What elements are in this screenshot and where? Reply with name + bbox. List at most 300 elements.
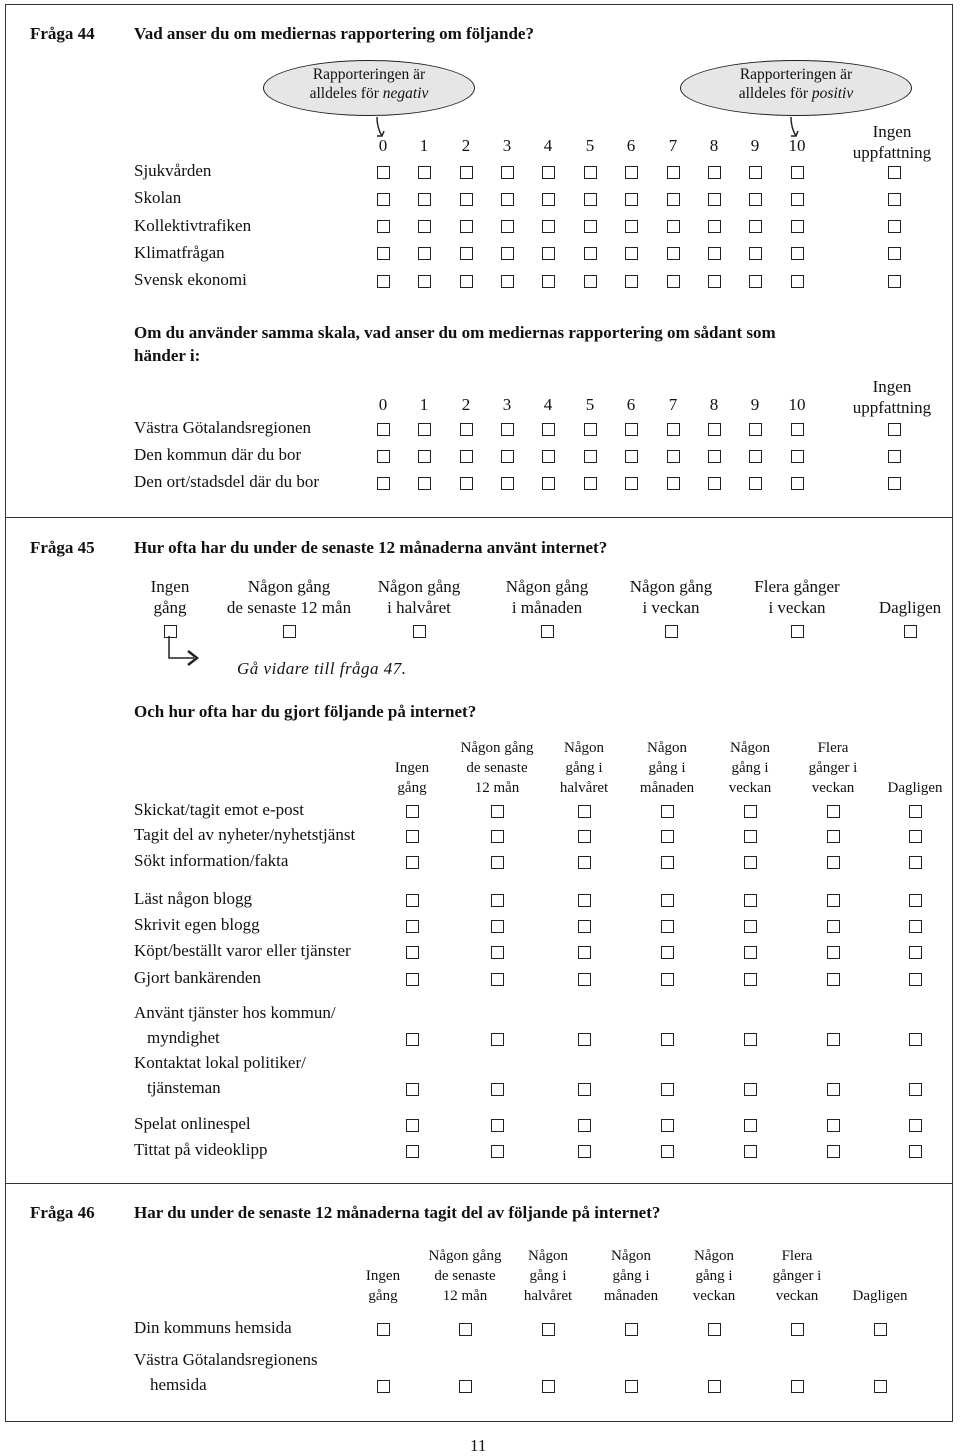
q44-row-label: Skolan [134, 188, 182, 208]
header-line: gång i [612, 1268, 650, 1284]
header-line: halvåret [559, 780, 609, 796]
q46-row-label: Västra Götalandsregionens [134, 1350, 318, 1369]
q44-row-checkbox-2[interactable] [460, 166, 473, 179]
header-line: gång i [695, 1268, 733, 1284]
q44-row-checkbox-9[interactable] [749, 247, 762, 260]
q44-row-checkbox-8[interactable] [708, 275, 721, 288]
q44-subrow-checkbox-7[interactable] [667, 477, 680, 490]
activity-checkbox[interactable] [578, 1033, 591, 1046]
q44-subrow-checkbox-10[interactable] [791, 450, 804, 463]
q44-subrow-checkbox-1[interactable] [418, 477, 431, 490]
activity-checkbox[interactable] [406, 1033, 419, 1046]
header-line: de senaste 12 mån [226, 598, 352, 617]
activity-checkbox[interactable] [578, 1145, 591, 1158]
header-line: Flera gånger [754, 577, 840, 596]
activity-checkbox[interactable] [661, 946, 674, 959]
q44-row-checkbox-1[interactable] [418, 275, 431, 288]
q44-subrow-checkbox-1[interactable] [418, 423, 431, 436]
activity-checkbox[interactable] [909, 1145, 922, 1158]
activity-checkbox[interactable] [909, 830, 922, 843]
scale-value-9: 9 [750, 395, 760, 414]
q46-checkbox[interactable] [625, 1380, 638, 1393]
q44-row-checkbox-2[interactable] [460, 193, 473, 206]
activity-checkbox[interactable] [661, 856, 674, 869]
q45-option-checkbox[interactable] [413, 625, 426, 638]
activity-label: Tittat på videoklipp [134, 1140, 268, 1159]
header-line: Någon [694, 1248, 734, 1264]
header-line: gång [368, 1288, 398, 1304]
activity-checkbox[interactable] [406, 973, 419, 986]
q46-checkbox[interactable] [708, 1323, 721, 1336]
activity-checkbox[interactable] [744, 1145, 757, 1158]
header-line: Någon [730, 740, 770, 756]
q44-subrow-checkbox-8[interactable] [708, 477, 721, 490]
q44-subrow-checkbox-9[interactable] [749, 423, 762, 436]
header-line: i månaden [511, 598, 583, 617]
activity-checkbox[interactable] [661, 830, 674, 843]
q45-question: Hur ofta har du under de senaste 12 månaderna använt internet? [134, 538, 608, 557]
q45-option-checkbox[interactable] [283, 625, 296, 638]
scale-value-7: 7 [668, 136, 678, 155]
q46-number: Fråga 46 [30, 1203, 95, 1222]
q46-row-label: Din kommuns hemsida [134, 1318, 292, 1337]
q44-no-opinion-header [848, 121, 936, 163]
header-line: gång i [529, 1268, 567, 1284]
activity-checkbox[interactable] [491, 1083, 504, 1096]
activity-checkbox[interactable] [406, 1145, 419, 1158]
activity-label: Tagit del av nyheter/nyhetstjänst [134, 825, 356, 844]
q44-row-checkbox-4[interactable] [542, 193, 555, 206]
activity-checkbox[interactable] [491, 1145, 504, 1158]
header-line: Ingen [872, 377, 912, 396]
header-line: Ingen [150, 577, 190, 596]
q45-goto-instruction: Gå vidare till fråga 47. [237, 659, 407, 678]
activity-checkbox[interactable] [491, 1033, 504, 1046]
q46-checkbox[interactable] [874, 1380, 887, 1393]
activity-checkbox[interactable] [909, 1119, 922, 1132]
q45-option-label [835, 576, 960, 618]
q44-row-checkbox-8[interactable] [708, 220, 721, 233]
q44-subrow-checkbox-5[interactable] [584, 423, 597, 436]
activity-checkbox[interactable] [827, 1033, 840, 1046]
scale-value-3: 3 [502, 395, 512, 414]
header-line: Flera [781, 1248, 813, 1264]
activity-checkbox[interactable] [578, 1083, 591, 1096]
header-line: veckan [775, 1288, 819, 1304]
q44-row-checkbox-2[interactable] [460, 275, 473, 288]
header-line [830, 1246, 930, 1266]
q44-row-checkbox-10[interactable] [791, 247, 804, 260]
activity-checkbox[interactable] [909, 1033, 922, 1046]
activity-checkbox[interactable] [744, 856, 757, 869]
q44-subrow-checkbox-4[interactable] [542, 477, 555, 490]
scale-value-9: 9 [750, 136, 760, 155]
q44-row-checkbox-0[interactable] [377, 193, 390, 206]
header-line: Någon gång [505, 577, 589, 596]
activity-checkbox[interactable] [491, 805, 504, 818]
q44-subrow-checkbox-9[interactable] [749, 450, 762, 463]
scale-value-4: 4 [543, 136, 553, 155]
q44-subrow-checkbox-6[interactable] [625, 423, 638, 436]
scale-value-1: 1 [419, 136, 429, 155]
q44-row-checkbox-1[interactable] [418, 220, 431, 233]
q44-bubble-positive [680, 60, 912, 116]
activity-checkbox[interactable] [578, 1119, 591, 1132]
activity-checkbox[interactable] [578, 894, 591, 907]
scale-value-8: 8 [709, 395, 719, 414]
activity-checkbox[interactable] [661, 1033, 674, 1046]
q44-number: Fråga 44 [30, 24, 95, 43]
header-line: gång i [731, 760, 769, 776]
header-line: Någon [564, 740, 604, 756]
q44-row-checkbox-4[interactable] [542, 247, 555, 260]
activity-label: Gjort bankärenden [134, 968, 261, 987]
q46-checkbox[interactable] [708, 1380, 721, 1393]
header-line: månaden [603, 1288, 659, 1304]
q44-row-checkbox-6[interactable] [625, 275, 638, 288]
q44-subrow-label: Västra Götalandsregionen [134, 418, 312, 437]
activity-checkbox[interactable] [744, 946, 757, 959]
q44-subrow-checkbox-1[interactable] [418, 450, 431, 463]
q44-row-checkbox-3[interactable] [501, 166, 514, 179]
activity-checkbox[interactable] [909, 894, 922, 907]
header-line: gång i [648, 760, 686, 776]
q44-row-checkbox-0[interactable] [377, 220, 390, 233]
q44-subrow-checkbox-10[interactable] [791, 423, 804, 436]
activity-checkbox[interactable] [744, 805, 757, 818]
q44-row-checkbox-6[interactable] [625, 193, 638, 206]
q44-row-checkbox-9[interactable] [749, 275, 762, 288]
activity-checkbox[interactable] [491, 830, 504, 843]
q44-subrow-checkbox-9[interactable] [749, 477, 762, 490]
divider [6, 517, 952, 518]
header-line: gång [397, 780, 427, 796]
scale-value-0: 0 [378, 136, 388, 155]
activity-checkbox[interactable] [406, 946, 419, 959]
q45-option-checkbox[interactable] [541, 625, 554, 638]
q44-subrow-checkbox-7[interactable] [667, 450, 680, 463]
activity-checkbox[interactable] [744, 1119, 757, 1132]
activity-checkbox[interactable] [578, 946, 591, 959]
scale-value-8: 8 [709, 136, 719, 155]
q44-row-checkbox-10[interactable] [791, 166, 804, 179]
header-line: halvåret [523, 1288, 573, 1304]
activity-checkbox[interactable] [661, 1145, 674, 1158]
scale-value-0: 0 [378, 395, 388, 414]
q44-row-checkbox-3[interactable] [501, 247, 514, 260]
activity-checkbox[interactable] [406, 1083, 419, 1096]
activity-checkbox[interactable] [406, 805, 419, 818]
q44-row-checkbox-8[interactable] [708, 193, 721, 206]
q44-row-checkbox-9[interactable] [749, 166, 762, 179]
header-line: i veckan [642, 598, 700, 617]
q44-row-checkbox-0[interactable] [377, 247, 390, 260]
q44-row-checkbox-2[interactable] [460, 247, 473, 260]
header-line [865, 738, 960, 758]
q44-row-checkbox-no-opinion[interactable] [888, 247, 901, 260]
q44-row-checkbox-1[interactable] [418, 193, 431, 206]
header-line: Någon gång [428, 1248, 502, 1264]
activity-checkbox[interactable] [491, 856, 504, 869]
scale-value-10: 10 [788, 136, 806, 155]
q46-checkbox[interactable] [459, 1323, 472, 1336]
q46-checkbox[interactable] [542, 1323, 555, 1336]
q44-row-checkbox-4[interactable] [542, 166, 555, 179]
header-line: Ingen [394, 760, 430, 776]
q44-row-checkbox-10[interactable] [791, 220, 804, 233]
q44-subrow-checkbox-0[interactable] [377, 477, 390, 490]
q44-row-checkbox-8[interactable] [708, 166, 721, 179]
activity-checkbox[interactable] [909, 973, 922, 986]
scale-value-4: 4 [543, 395, 553, 414]
q44-row-checkbox-2[interactable] [460, 220, 473, 233]
header-line: Någon gång [629, 577, 713, 596]
q44-row-checkbox-7[interactable] [667, 193, 680, 206]
q44-row-checkbox-7[interactable] [667, 247, 680, 260]
activity-checkbox[interactable] [661, 805, 674, 818]
header-line: gång i [565, 760, 603, 776]
activity-checkbox[interactable] [909, 856, 922, 869]
q44-subquestion-line1: Om du använder samma skala, vad anser du om mediernas rapportering om sådant som [134, 323, 776, 342]
activity-checkbox[interactable] [744, 1083, 757, 1096]
q44-row-checkbox-5[interactable] [584, 193, 597, 206]
header-line: Ingen [365, 1268, 401, 1284]
activity-label: Läst någon blogg [134, 889, 253, 908]
activity-checkbox[interactable] [578, 830, 591, 843]
q44-subrow-checkbox-4[interactable] [542, 423, 555, 436]
activity-checkbox[interactable] [661, 973, 674, 986]
activity-checkbox[interactable] [491, 946, 504, 959]
q45-option-checkbox[interactable] [791, 625, 804, 638]
column-header [447, 738, 547, 798]
q44-row-checkbox-6[interactable] [625, 220, 638, 233]
q44-subrow-checkbox-2[interactable] [460, 450, 473, 463]
q46-checkbox[interactable] [542, 1380, 555, 1393]
q44-row-checkbox-3[interactable] [501, 193, 514, 206]
q46-checkbox[interactable] [459, 1380, 472, 1393]
activity-checkbox[interactable] [744, 894, 757, 907]
q44-subrow-checkbox-10[interactable] [791, 477, 804, 490]
activity-checkbox[interactable] [827, 830, 840, 843]
scale-value-6: 6 [626, 136, 636, 155]
activity-checkbox[interactable] [827, 973, 840, 986]
q44-row-checkbox-7[interactable] [667, 220, 680, 233]
activity-checkbox[interactable] [827, 1119, 840, 1132]
q44-row-checkbox-3[interactable] [501, 220, 514, 233]
column-header [830, 1246, 930, 1306]
scale-value-7: 7 [668, 395, 678, 414]
q44-row-checkbox-5[interactable] [584, 166, 597, 179]
activity-checkbox[interactable] [744, 1033, 757, 1046]
header-line: Dagligen [887, 780, 943, 796]
q46-checkbox[interactable] [377, 1323, 390, 1336]
q44-subrow-checkbox-2[interactable] [460, 423, 473, 436]
q46-checkbox[interactable] [791, 1380, 804, 1393]
q44-row-checkbox-0[interactable] [377, 166, 390, 179]
header-line: 12 mån [442, 1288, 488, 1304]
q44-row-label: Sjukvården [134, 161, 212, 180]
q44-subrow-checkbox-6[interactable] [625, 477, 638, 490]
activity-checkbox[interactable] [491, 894, 504, 907]
q44-subrow-checkbox-6[interactable] [625, 450, 638, 463]
skip-arrow-icon [164, 636, 204, 666]
q45-option-checkbox[interactable] [904, 625, 917, 638]
activity-checkbox[interactable] [661, 1083, 674, 1096]
activity-checkbox[interactable] [578, 920, 591, 933]
activity-checkbox[interactable] [406, 856, 419, 869]
activity-checkbox[interactable] [744, 920, 757, 933]
activity-checkbox[interactable] [909, 805, 922, 818]
header-line: Dagligen [878, 598, 942, 617]
q44-row-checkbox-0[interactable] [377, 275, 390, 288]
q44-subrow-checkbox-no-opinion[interactable] [888, 477, 901, 490]
q44-row-label: Kollektivtrafiken [134, 215, 252, 235]
q44-row-checkbox-1[interactable] [418, 247, 431, 260]
activity-label: Spelat onlinespel [134, 1114, 251, 1133]
q44-row-checkbox-7[interactable] [667, 275, 680, 288]
q44-row-checkbox-3[interactable] [501, 275, 514, 288]
activity-checkbox[interactable] [827, 894, 840, 907]
q44-subrow-checkbox-2[interactable] [460, 477, 473, 490]
activity-label: Skickat/tagit emot e-post [134, 800, 304, 819]
q46-question: Har du under de senaste 12 månaderna tagit del av följande på internet? [134, 1203, 661, 1222]
column-header [865, 738, 960, 798]
q44-row-checkbox-10[interactable] [791, 275, 804, 288]
q44-row-checkbox-1[interactable] [418, 166, 431, 179]
activity-checkbox[interactable] [491, 920, 504, 933]
activity-checkbox[interactable] [744, 830, 757, 843]
activity-checkbox[interactable] [827, 920, 840, 933]
activity-checkbox[interactable] [406, 1119, 419, 1132]
q44-subrow-checkbox-7[interactable] [667, 423, 680, 436]
activity-checkbox[interactable] [661, 1119, 674, 1132]
q44-row-checkbox-6[interactable] [625, 247, 638, 260]
q44-row-checkbox-no-opinion[interactable] [888, 166, 901, 179]
bubble-line: alldeles för negativ [309, 85, 429, 102]
scale-value-2: 2 [461, 136, 471, 155]
activity-checkbox[interactable] [827, 1083, 840, 1096]
q44-subrow-checkbox-no-opinion[interactable] [888, 423, 901, 436]
scale-value-6: 6 [626, 395, 636, 414]
scale-value-10: 10 [788, 395, 806, 414]
q44-subrow-checkbox-3[interactable] [501, 450, 514, 463]
activity-checkbox[interactable] [578, 805, 591, 818]
header-line: Någon [647, 740, 687, 756]
q44-row-checkbox-5[interactable] [584, 220, 597, 233]
activity-label: Köpt/beställt varor eller tjänster [134, 941, 351, 960]
activity-label: tjänsteman [147, 1078, 221, 1097]
activity-checkbox[interactable] [406, 894, 419, 907]
q44-subrow-label: Den kommun där du bor [134, 445, 302, 464]
activity-checkbox[interactable] [909, 1083, 922, 1096]
scale-value-3: 3 [502, 136, 512, 155]
activity-checkbox[interactable] [744, 973, 757, 986]
q44-subrow-checkbox-5[interactable] [584, 477, 597, 490]
scale-value-5: 5 [585, 136, 595, 155]
activity-checkbox[interactable] [578, 973, 591, 986]
header-line: Någon gång [247, 577, 331, 596]
q44-row-checkbox-5[interactable] [584, 275, 597, 288]
q45-followup: Och hur ofta har du gjort följande på internet? [134, 702, 477, 721]
activity-label: Använt tjänster hos kommun/ [134, 1003, 336, 1022]
q44-subrow-checkbox-8[interactable] [708, 450, 721, 463]
header-line: i veckan [768, 598, 826, 617]
q44-subrow-checkbox-no-opinion[interactable] [888, 450, 901, 463]
activity-checkbox[interactable] [491, 1119, 504, 1132]
header-line: Någon [528, 1248, 568, 1264]
q44-subrow-checkbox-3[interactable] [501, 477, 514, 490]
activity-checkbox[interactable] [491, 973, 504, 986]
activity-checkbox[interactable] [578, 856, 591, 869]
q45-option-checkbox[interactable] [665, 625, 678, 638]
activity-checkbox[interactable] [406, 830, 419, 843]
activity-checkbox[interactable] [661, 894, 674, 907]
q44-row-checkbox-8[interactable] [708, 247, 721, 260]
header-line: veckan [728, 780, 772, 796]
q44-subrow-label: Den ort/stadsdel där du bor [134, 472, 320, 491]
header-line: de senaste [466, 760, 528, 776]
q46-checkbox[interactable] [377, 1380, 390, 1393]
q44-row-checkbox-9[interactable] [749, 220, 762, 233]
header-line: 12 mån [474, 780, 520, 796]
q44-subrow-checkbox-0[interactable] [377, 423, 390, 436]
scale-value-5: 5 [585, 395, 595, 414]
header-line: veckan [692, 1288, 736, 1304]
activity-checkbox[interactable] [909, 920, 922, 933]
q44-row-checkbox-no-opinion[interactable] [888, 220, 901, 233]
q44-row-checkbox-4[interactable] [542, 220, 555, 233]
q45-number: Fråga 45 [30, 538, 95, 557]
q44-subrow-checkbox-0[interactable] [377, 450, 390, 463]
q44-row-checkbox-6[interactable] [625, 166, 638, 179]
q44-bubble-negative [263, 60, 475, 116]
q44-row-checkbox-4[interactable] [542, 275, 555, 288]
q44-subrow-checkbox-5[interactable] [584, 450, 597, 463]
q44-row-checkbox-9[interactable] [749, 193, 762, 206]
q44-question: Vad anser du om mediernas rapportering om följande? [134, 24, 534, 43]
header-line [830, 1266, 930, 1286]
q44-row-checkbox-no-opinion[interactable] [888, 193, 901, 206]
activity-checkbox[interactable] [661, 920, 674, 933]
q44-subrow-checkbox-3[interactable] [501, 423, 514, 436]
header-line: Ingen [872, 122, 912, 141]
q46-checkbox[interactable] [791, 1323, 804, 1336]
header-line: gånger i [808, 760, 858, 776]
q46-checkbox[interactable] [874, 1323, 887, 1336]
q44-row-label: Klimatfrågan [134, 242, 225, 262]
q44-row-checkbox-no-opinion[interactable] [888, 275, 901, 288]
activity-checkbox[interactable] [827, 1145, 840, 1158]
q44-row-checkbox-7[interactable] [667, 166, 680, 179]
activity-checkbox[interactable] [406, 920, 419, 933]
header-line: Någon [611, 1248, 651, 1264]
q44-row-checkbox-5[interactable] [584, 247, 597, 260]
activity-checkbox[interactable] [827, 946, 840, 959]
q46-row-label: hemsida [150, 1375, 207, 1394]
scale-value-1: 1 [419, 395, 429, 414]
q44-subrow-checkbox-8[interactable] [708, 423, 721, 436]
q44-subrow-checkbox-4[interactable] [542, 450, 555, 463]
activity-checkbox[interactable] [827, 805, 840, 818]
activity-checkbox[interactable] [909, 946, 922, 959]
q44-row-checkbox-10[interactable] [791, 193, 804, 206]
bubble-line: alldeles för positiv [738, 85, 854, 102]
activity-checkbox[interactable] [827, 856, 840, 869]
q44-subquestion-line2: händer i: [134, 346, 201, 365]
header-line: uppfattning [852, 143, 932, 162]
q46-checkbox[interactable] [625, 1323, 638, 1336]
header-line: månaden [639, 780, 695, 796]
